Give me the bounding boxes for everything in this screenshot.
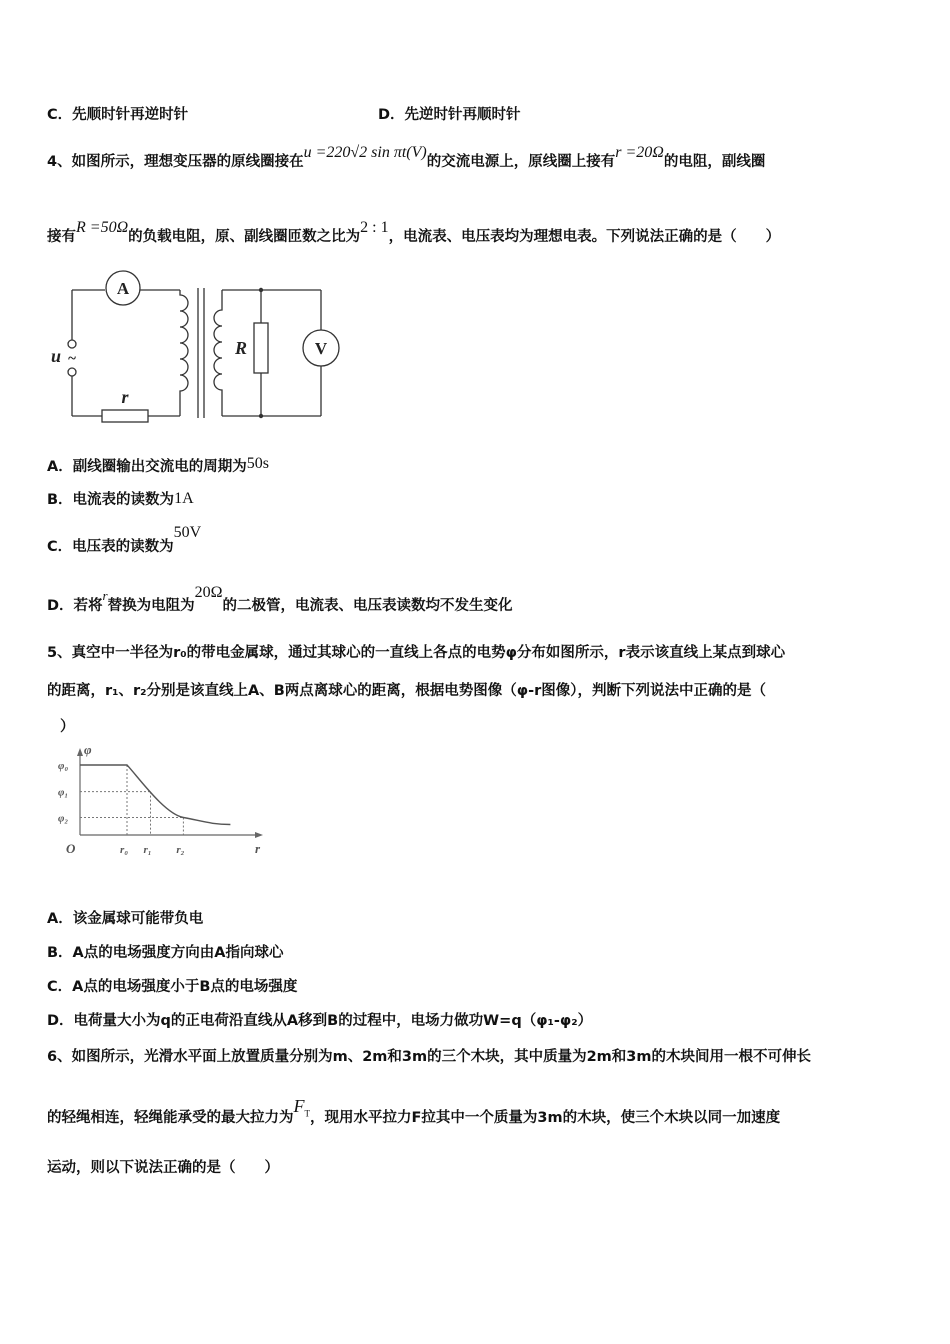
q4-stem-text: 的交流电源上，原线圈上接有 [426, 154, 616, 170]
potential-curve [80, 765, 230, 825]
q5-stem-line3: ） [60, 719, 75, 735]
q4-formula-R: R =50Ω [76, 219, 129, 236]
q6-stem-line2 [47, 1096, 781, 1129]
q4-option-d-text: D．若将 [47, 598, 103, 614]
q4-stem-text: 的负载电阻，原、副线圈匝数之比为 [128, 229, 361, 245]
q4-option-a-value: 50s [246, 455, 269, 472]
source-label: u [51, 346, 62, 366]
q5-option-d: D．电荷量大小为q的正电荷沿直线从A移到B的过程中，电场力做功W=q（φ₁-φ₂） [47, 1013, 593, 1029]
q4-option-d-text: 的二极管，电流表、电压表读数均不发生变化 [222, 598, 513, 614]
q4-stem-text: 4、如图所示，理想变压器的原线圈接在 [47, 154, 304, 170]
x-tick-label: r₁ [143, 844, 152, 856]
y-tick-label: φ₁ [58, 786, 69, 799]
y-tick-label: φ₂ [58, 812, 69, 825]
q4-option-d [47, 584, 513, 615]
q5-stem-line1: 5、真空中一半径为r₀的带电金属球，通过其球心的一直线上各点的电势φ分布如图所示，r表示该直线上某点到球心 [47, 645, 786, 661]
source-symbol: ~ [68, 351, 76, 367]
q4-stem-line2 [47, 219, 781, 246]
q4-option-c-text: C．电压表的读数为 [47, 539, 174, 555]
x-tick-label: r₂ [176, 844, 185, 856]
q4-option-b-text: B．电流表的读数为 [47, 492, 175, 508]
q4-formula-r: r =20Ω [615, 144, 664, 161]
q4-option-c-value: 50V [173, 524, 202, 541]
q4-stem-text: 的电阻，副线圈 [663, 154, 766, 170]
voltmeter-label: V [314, 339, 328, 358]
q4-option-b-value: 1A [174, 490, 194, 507]
q5-option-c: C．A点的电场强度小于B点的电场强度 [47, 979, 298, 995]
primary-resistor-label: r [121, 387, 129, 407]
q4-option-b [47, 488, 194, 509]
q4-stem-text: ，电流表、电压表均为理想电表。下列说法正确的是（ ） [388, 229, 781, 245]
q4-stem-text: 接有 [47, 229, 76, 245]
q4-stem-line1 [47, 144, 766, 171]
q4-option-a-text: A．副线圈输出交流电的周期为 [47, 459, 247, 475]
load-resistor-label: R [234, 338, 248, 358]
q4-option-c [47, 524, 202, 556]
x-tick-label: r₀ [120, 844, 129, 856]
q3-option-d: D．先逆时针再顺时针 [378, 107, 521, 123]
q6-formula-ft [293, 1096, 311, 1119]
q6-formula-ft-base: F [293, 1096, 305, 1116]
q6-formula-ft-sub: T [304, 1108, 310, 1119]
q4-formula-u: u =220√2 sin πt(V) [303, 144, 427, 161]
origin-label: O [66, 841, 76, 856]
q4-option-a [47, 455, 269, 476]
x-axis-label: r [255, 841, 261, 856]
q6-stem-text: 的轻绳相连，轻绳能承受的最大拉力为 [47, 1110, 294, 1126]
q5-potential-chart [55, 740, 275, 865]
q4-option-d-value: 20Ω [194, 584, 223, 601]
q6-stem-text: ，现用水平拉力F拉其中一个质量为3m的木块，使三个木块以同一加速度 [310, 1110, 781, 1126]
q5-option-b: B．A点的电场强度方向由A指向球心 [47, 945, 284, 961]
q3-option-c: C．先顺时针再逆时针 [47, 107, 189, 123]
q6-stem-line1: 6、如图所示，光滑水平面上放置质量分别为m、2m和3m的三个木块，其中质量为2m和3m的木块间用一根不可伸长 [47, 1049, 811, 1065]
q4-option-d-text: 替换为电阻为 [107, 598, 195, 614]
q5-stem-line2: 的距离，r₁、r₂分别是该直线上A、B两点离球心的距离，根据电势图像（φ-r图像），判断下列说法中正确的是（ [47, 683, 767, 699]
q4-circuit-diagram [45, 268, 345, 428]
q4-formula-ratio: 2 : 1 [360, 219, 389, 236]
y-axis-label: φ [84, 742, 92, 757]
q4-option-d-r: r [102, 588, 108, 603]
y-tick-label: φ₀ [58, 760, 69, 772]
q6-stem-line3: 运动，则以下说法正确的是（ ） [47, 1160, 279, 1176]
q5-option-a: A．该金属球可能带负电 [47, 911, 204, 927]
ammeter-label: A [116, 279, 130, 298]
